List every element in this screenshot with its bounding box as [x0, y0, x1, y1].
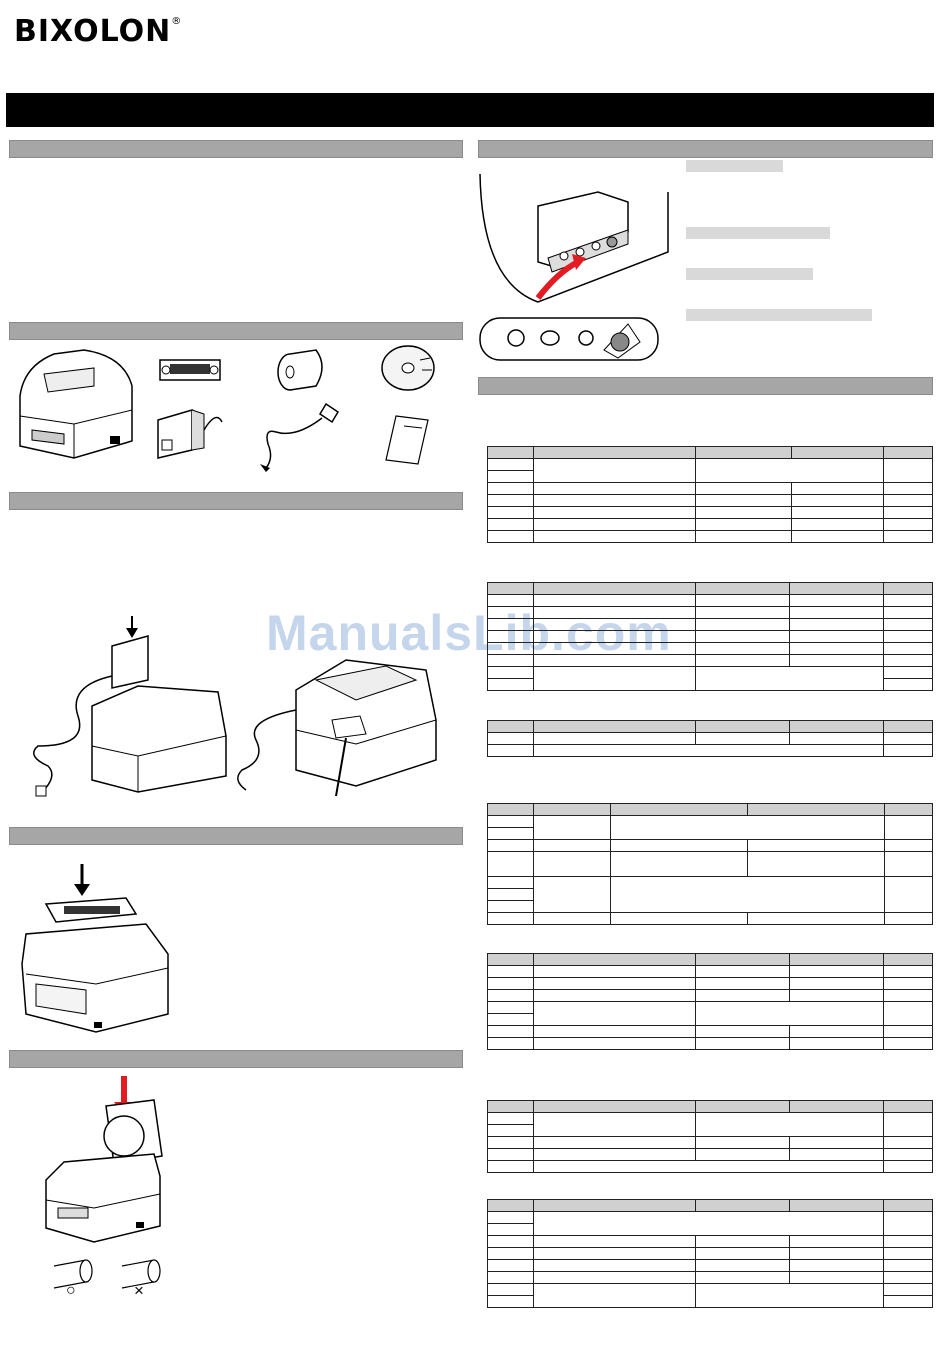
power-adapter-icon	[152, 400, 228, 460]
label-feed-button	[686, 309, 872, 321]
paper-roll-icon	[272, 344, 328, 394]
cd-icon	[380, 340, 440, 392]
brand-logo-text: BIXOLON	[14, 14, 172, 49]
incorrect-mark: ×	[134, 1281, 144, 1300]
control-panel-illustration	[478, 172, 678, 362]
manual-icon	[382, 412, 432, 468]
section-bar-1	[9, 140, 463, 158]
paper-install-illustration	[44, 1076, 174, 1246]
power-cord-icon	[256, 398, 352, 474]
registered-mark: ®	[171, 16, 183, 27]
section-bar-connecting	[9, 492, 463, 510]
label-power-led	[686, 160, 783, 172]
section-bar-unpacking	[9, 322, 463, 340]
ribbon-install-illustration	[16, 864, 176, 1036]
ribbon-cassette-icon	[156, 352, 226, 388]
dip-table-1	[487, 446, 933, 543]
section-bar-control-panel	[478, 140, 933, 158]
title-bar	[6, 93, 934, 127]
printer-icon	[14, 346, 138, 464]
dip-table-3	[487, 720, 933, 757]
dip-table-4	[487, 803, 933, 925]
connecting-adapter-illustration	[28, 616, 228, 802]
section-bar-ribbon	[9, 827, 463, 845]
correct-mark: ○	[66, 1282, 76, 1299]
label-paper-led	[686, 268, 813, 280]
dip-table-7	[487, 1199, 933, 1308]
watermark: ManualsLib.com	[266, 605, 672, 661]
section-bar-paper	[9, 1050, 463, 1068]
label-error-led	[686, 227, 830, 239]
dip-table-5	[487, 953, 933, 1050]
dip-table-6	[487, 1100, 933, 1173]
brand-logo	[14, 14, 182, 49]
dip-table-2	[487, 582, 933, 691]
section-bar-dip-switch	[478, 377, 933, 395]
